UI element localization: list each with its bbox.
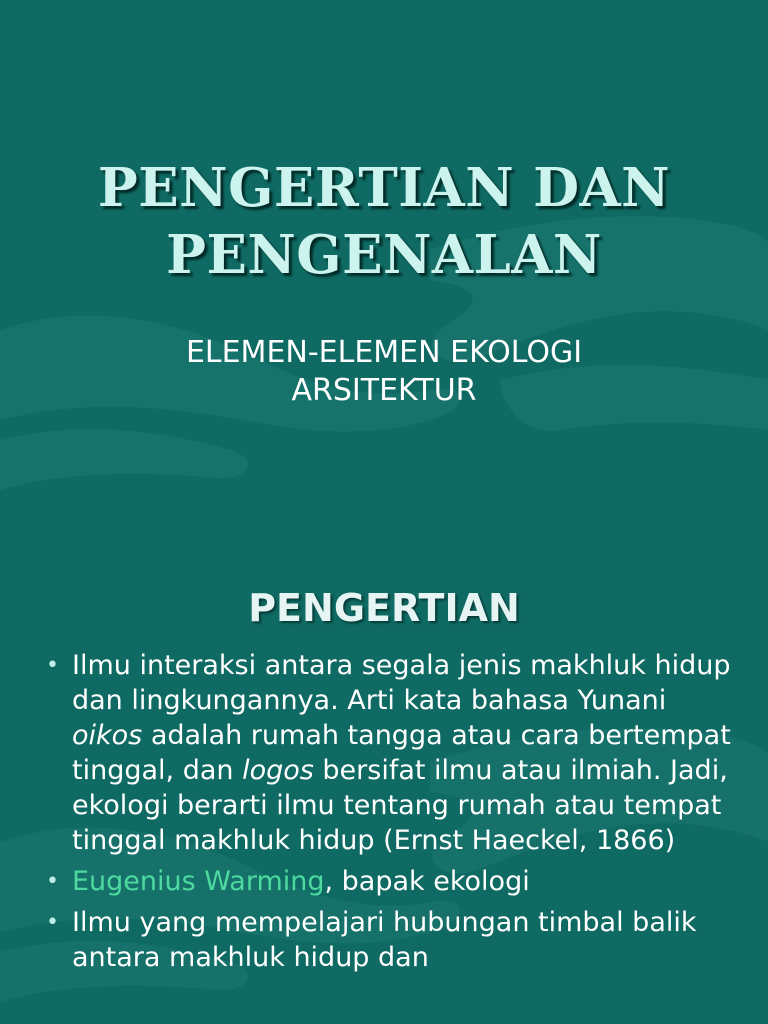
bullet-item-relationship: [44, 905, 744, 975]
bullet-list: [44, 648, 744, 981]
bullet-icon: •: [46, 869, 59, 894]
slide-title-heading: [20, 155, 748, 289]
bullet-icon: •: [46, 910, 59, 935]
bullet-text-relationship: Ilmu yang mempelajari hubungan timbal balik antara makhluk hidup dan: [72, 907, 697, 973]
bullet-text-part-1: Ilmu interaksi antara segala jenis makhluk hidup dan lingkungannya. Arti kata bahasa Yunani: [72, 650, 731, 716]
title-line-1: PENGERTIAN DAN: [97, 157, 671, 219]
title-line-2: PENGENALAN: [166, 224, 602, 286]
bullet-item-definition: [44, 648, 744, 858]
bullet-icon: •: [46, 653, 59, 678]
bullet-text-part-2: adalah rumah tangga atau cara bertempat tinggal, dan: [72, 720, 731, 786]
bullet-text-warming-rest: , bapak ekologi: [324, 866, 530, 897]
logos-term: logos: [242, 755, 314, 786]
bullet-item-warming: [44, 864, 744, 899]
oikos-term: oikos: [72, 720, 143, 751]
subtitle-line-2: ARSITEKTUR: [291, 373, 477, 408]
slide-pengertian: [0, 512, 768, 1024]
bullet-text-part-3: bersifat ilmu atau ilmiah. Jadi, ekologi berarti ilmu tentang rumah atau tempat tinggal makhluk hidup (Ernst Haeckel, 1866): [72, 755, 728, 856]
subtitle-line-1: ELEMEN-ELEMEN EKOLOGI: [185, 335, 583, 370]
section-heading: PENGERTIAN: [248, 586, 520, 630]
slide-subtitle: [20, 334, 748, 410]
eugenius-warming-link[interactable]: Eugenius Warming: [72, 866, 325, 897]
